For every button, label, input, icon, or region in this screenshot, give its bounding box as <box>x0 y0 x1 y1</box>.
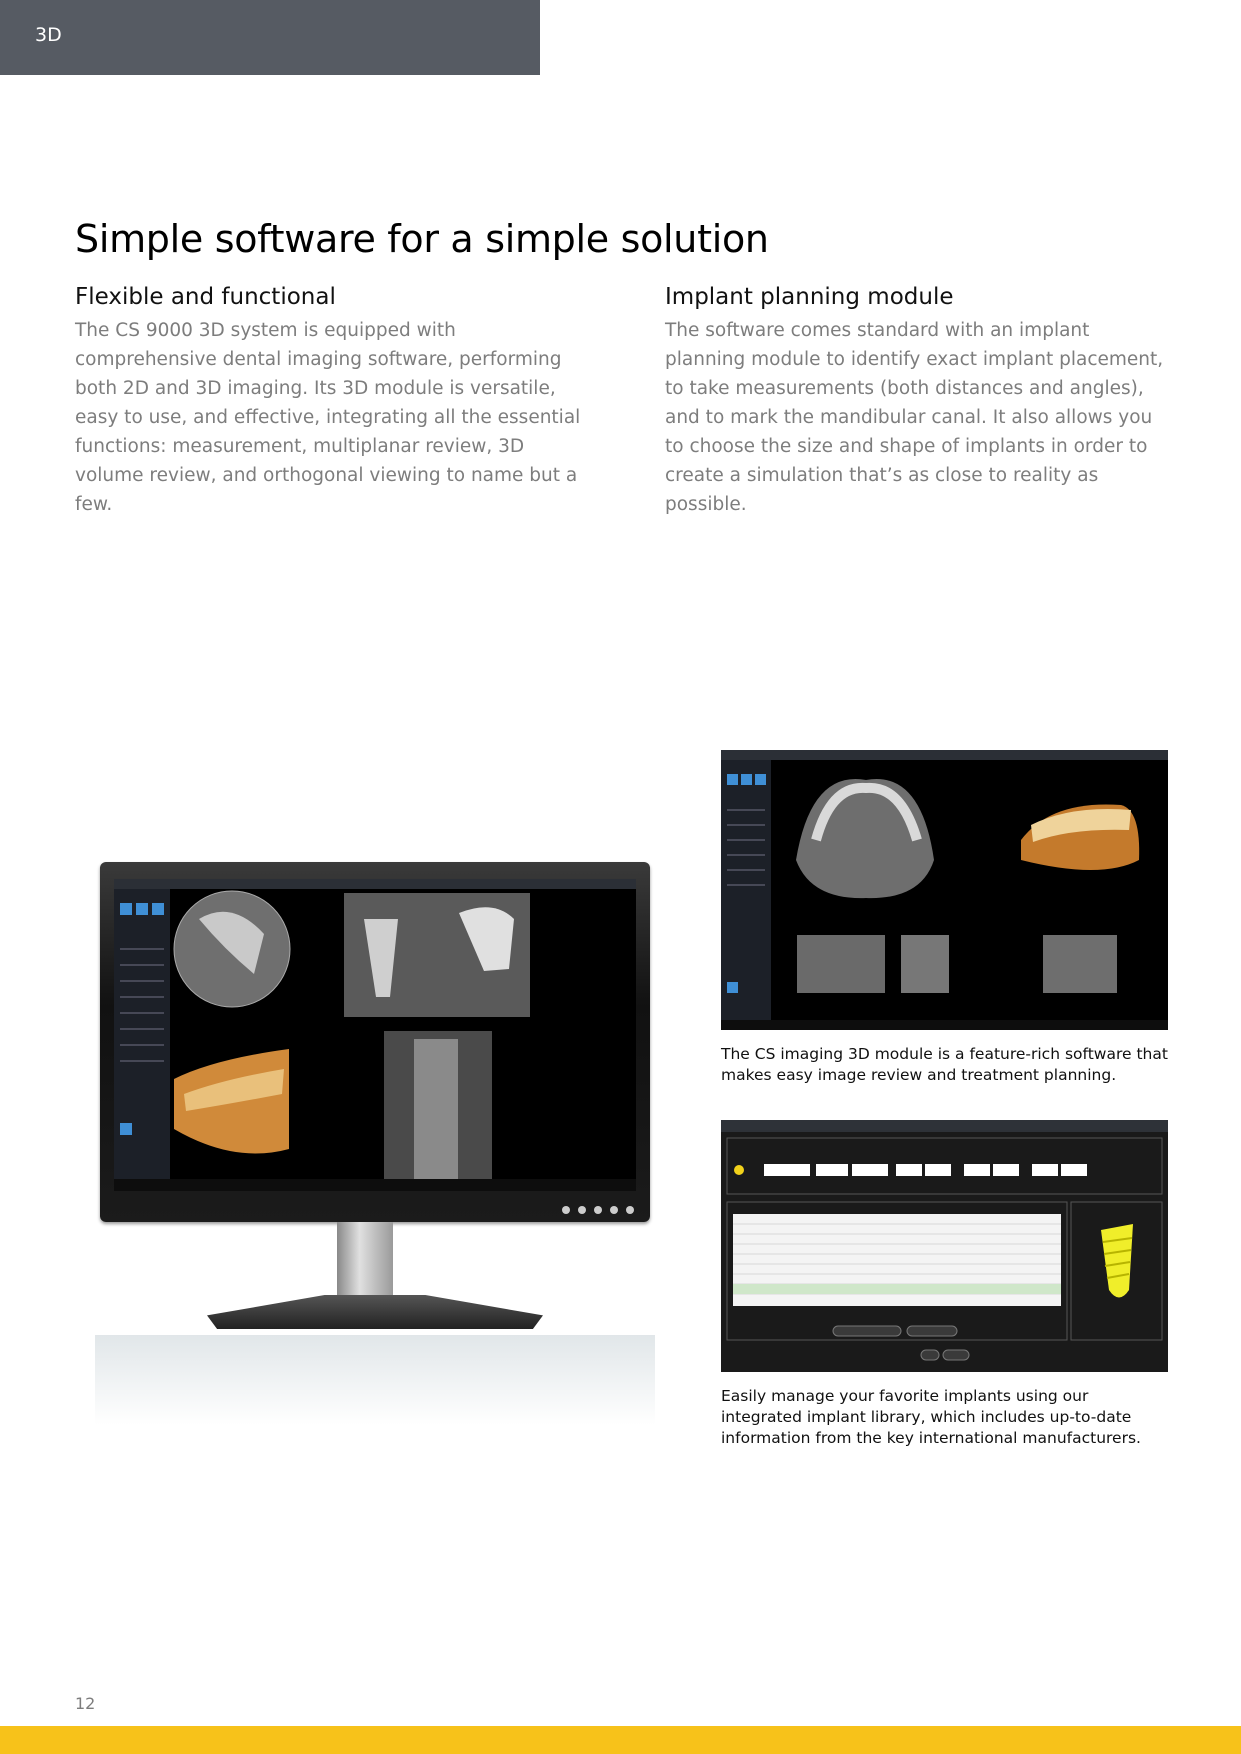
monitor-screen <box>114 879 636 1191</box>
monitor-photo <box>95 855 655 1425</box>
right-column-heading: Implant planning module <box>665 284 954 310</box>
caption-implant-library: Easily manage your favorite implants using our integrated implant library, which includes up-to-date information from the key international manufacturers. <box>721 1387 1141 1447</box>
right-column-body: The software comes standard with an implant planning module to identify exact implant placement, to take measurements (both distances and angles), and to mark the mandibular canal. It also allows you to choose the size and shape of implants in order to create a simulation that’s as close to reality as possible. <box>665 320 1164 515</box>
implant-library-image <box>721 1120 1168 1372</box>
page-title: Simple software for a simple solution <box>75 217 769 261</box>
imaging-module-screenshot <box>721 750 1168 1030</box>
footer-accent-bar <box>0 1726 1241 1754</box>
monitor-base <box>207 1295 543 1329</box>
monitor-buttons <box>562 1206 634 1214</box>
imaging-module-image <box>721 750 1168 1030</box>
right-column <box>665 284 1175 519</box>
caption-imaging-module: The CS imaging 3D module is a feature-rich software that makes easy image review and treatment planning. <box>721 1045 1168 1084</box>
section-tab-label: 3D <box>35 24 62 46</box>
left-column-body: The CS 9000 3D system is equipped with comprehensive dental imaging software, performing both 2D and 3D imaging. Its 3D module is versatile, easy to use, and effective, integrating all the essential functions: measurement, multiplanar review, 3D volume review, and orthogonal viewing to name but a few. <box>75 320 581 515</box>
monitor-bezel <box>100 862 650 1222</box>
monitor-neck <box>337 1222 393 1302</box>
left-column <box>75 284 595 519</box>
dental-software-screen <box>114 879 636 1191</box>
monitor-reflection <box>95 1335 655 1425</box>
implant-library-screenshot <box>721 1120 1168 1372</box>
section-tab <box>0 0 540 75</box>
page-number: 12 <box>75 1694 96 1713</box>
left-column-heading: Flexible and functional <box>75 284 336 310</box>
